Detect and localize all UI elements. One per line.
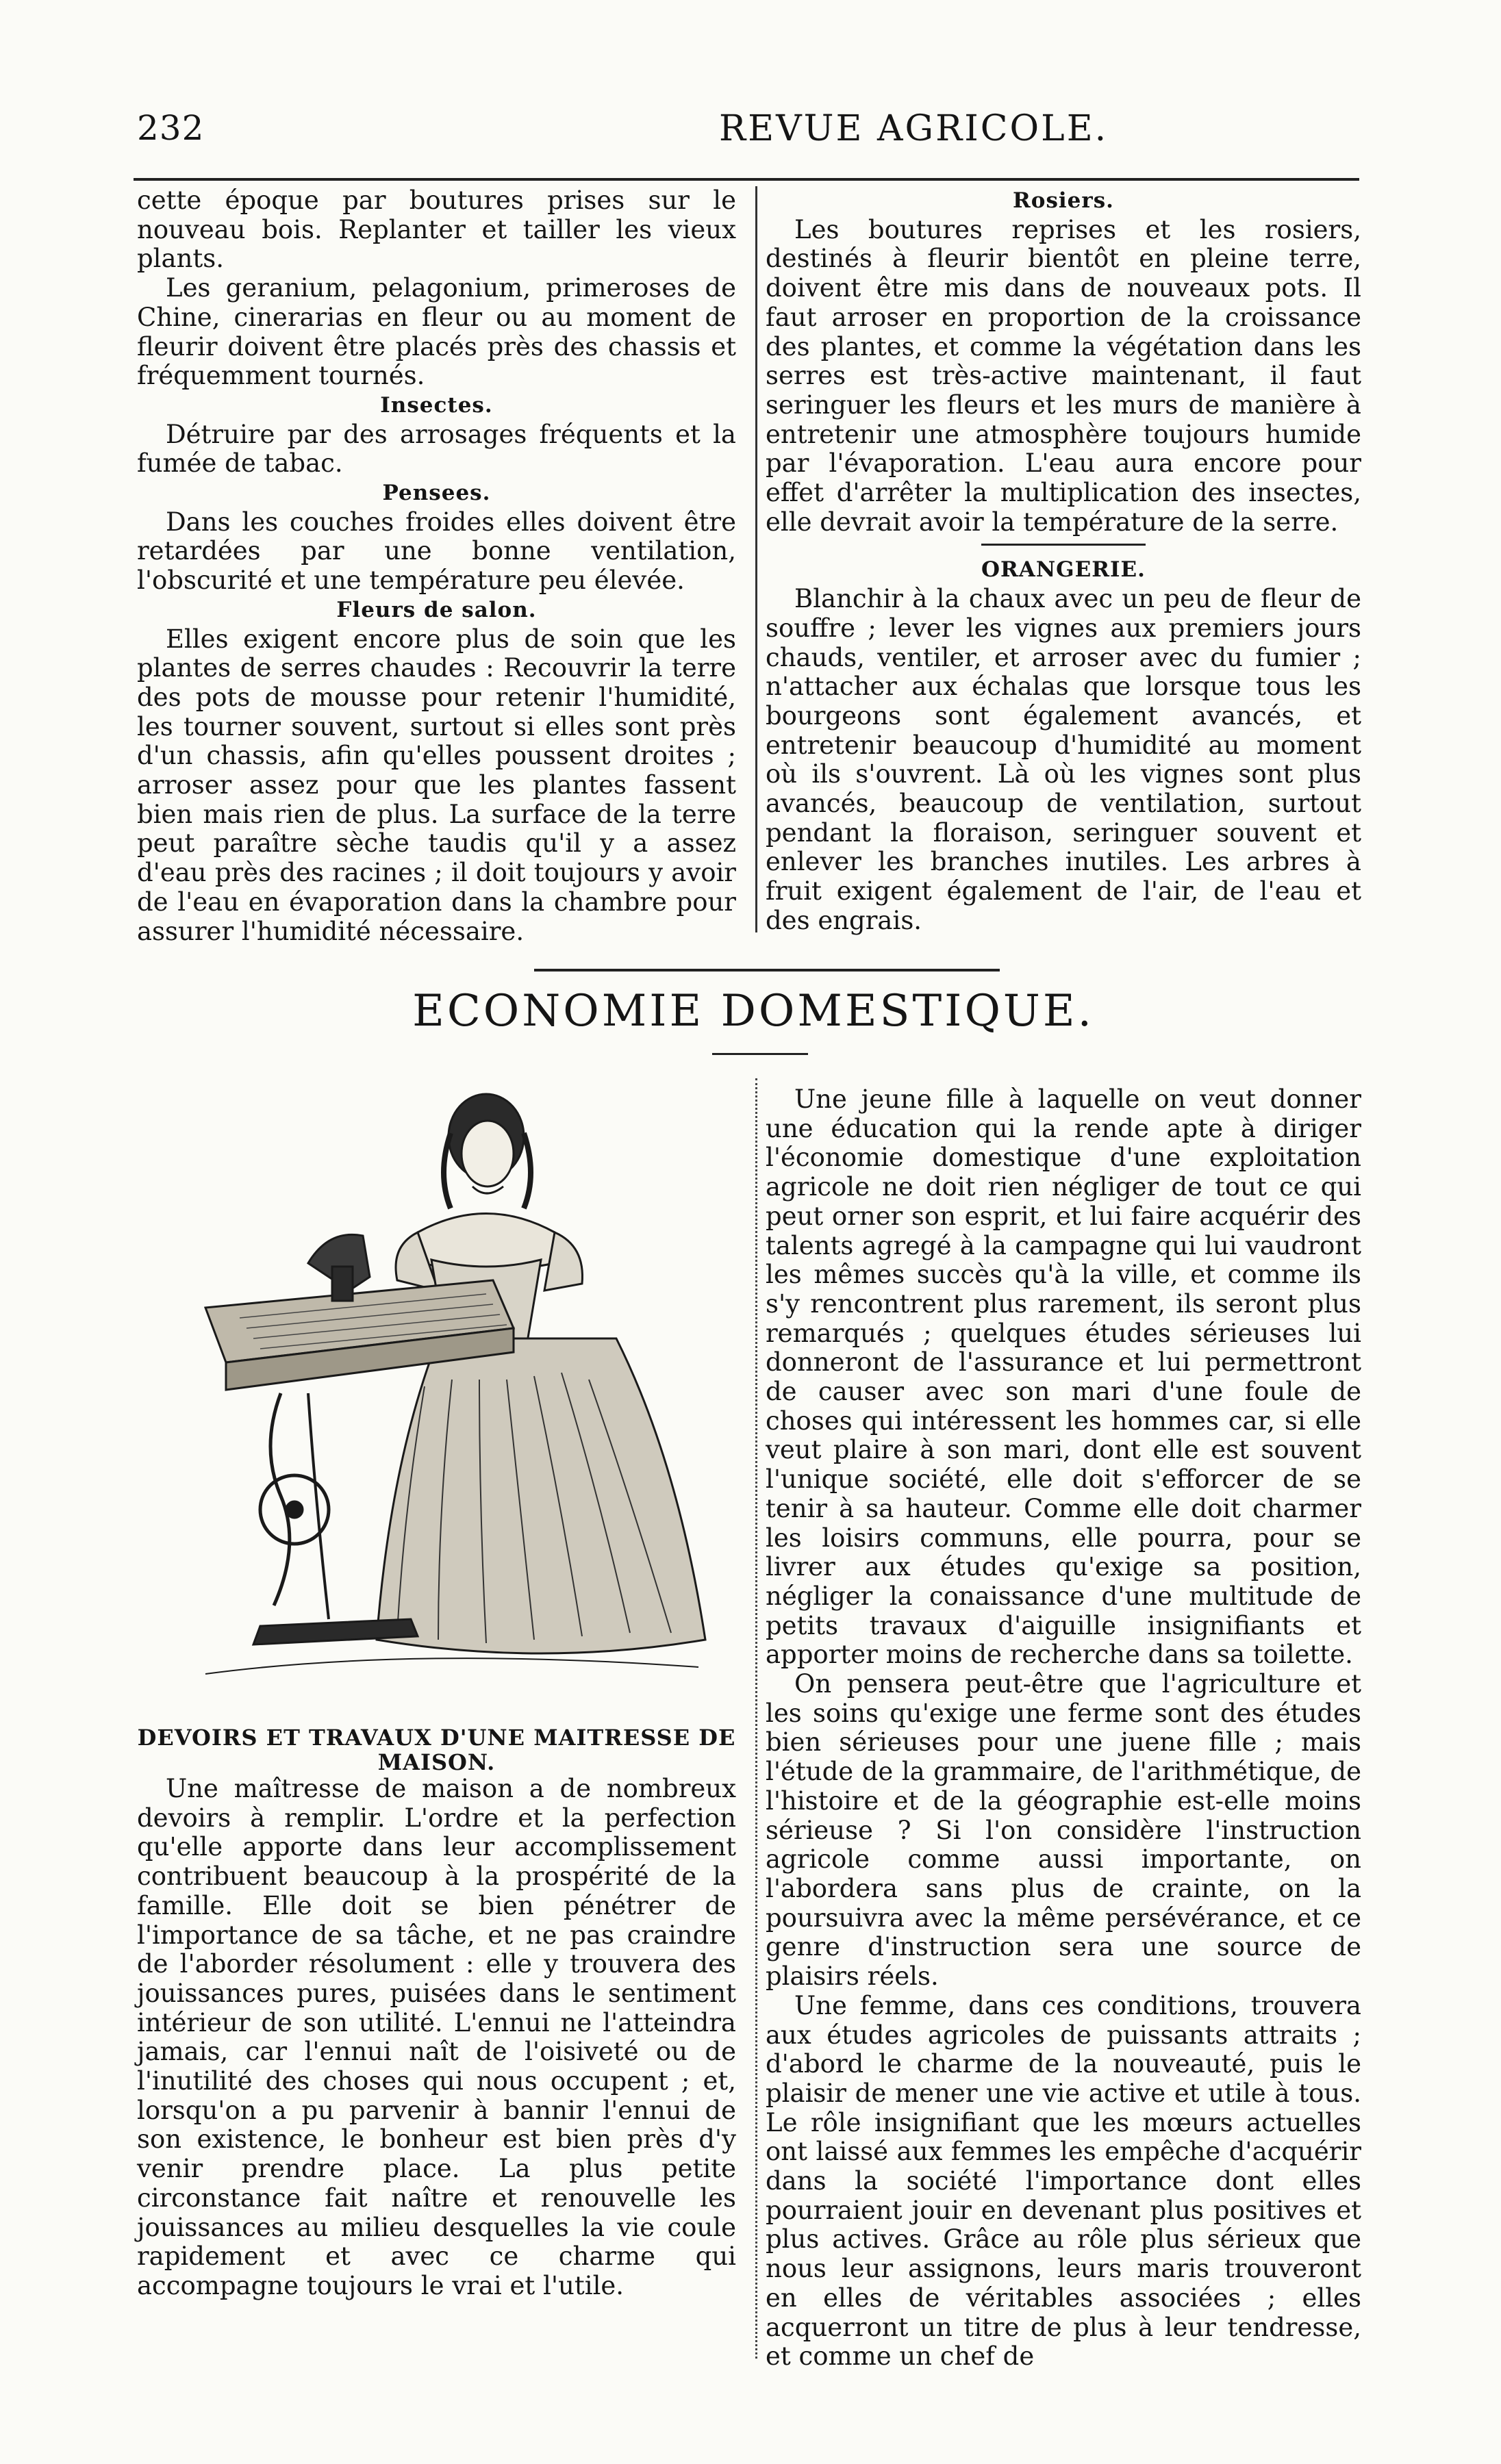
paragraph: Les boutures reprises et les rosiers, destinés à fleurir bientôt en pleine terre, doivent être mis dans de nouveaux pots. Il faut arroser en proportion de la croissance des plantes, et comme la végétation dans les serres est très-active maintenant, il faut seringuer les fleurs et les murs de manière à entretenir une atmosphère toujours humide par l'évaporation. L'eau aura encore pour effet d'arrêter la multiplication des insectes, elle devrait avoir la température de la serre. <box>766 214 1361 537</box>
column-top-left <box>137 186 736 946</box>
paragraph: Les geranium, pelagonium, primeroses de Chine, cinerarias en fleur ou au moment de fleurir doivent être placés près des chassis et fréquemment tournés. <box>137 273 736 391</box>
paragraph: cette époque par boutures prises sur le nouveau bois. Replanter et tailler les vieux plants. <box>137 186 736 274</box>
subheading-orangerie: ORANGERIE. <box>981 557 1146 583</box>
header-rule <box>134 178 1359 181</box>
paragraph: Une femme, dans ces conditions, trouvera aux études agricoles de puissants attraits ; d'abord le charme de la nouveauté, puis le plaisir de mener une vie active et utile à tous. Le rôle insignifiant que les mœurs actuelles ont laissé aux femmes les empêche d'acquérir dans la société l'importance dont elles pourraient jouir en devenant plus positives et plus actives. Grâce au rôle plus sérieux que nous leur assignons, leurs maris trouveront en elles de véritables associées ; elles acquerront un titre de plus à leur tendresse, et comme un chef de <box>766 1990 1361 2372</box>
article-heading: DEVOIRS ET TRAVAUX D'UNE MAITRESSE DE MAISON. <box>137 1725 736 1775</box>
column-divider <box>755 186 757 932</box>
paragraph: Une maîtresse de maison a de nombreux devoirs à remplir. L'ordre et la perfection qu'elle apporte dans leur accomplissement contribuent beaucoup à la prospérité de la famille. Elle doit se bien pénétrer de l'importance de sa tâche, et ne pas craindre de l'aborder résolument : elle y trouvera des jouissances pures, puisées dans le sentiment intérieur de son utilité. L'ennui ne l'atteindra jamais, car l'ennui naît de l'oisiveté ou de l'inutilité des choses qui nous occupent ; et, lorsqu'on a pu parvenir à bannir l'ennui de son existence, le bonheur est bien près d'y venir prendre place. La plus petite circonstance fait naître et renouvelle les jouissances au milieu desquelles la vie coule rapidement et avec ce charme qui accompagne toujours le vrai et l'utile. <box>137 1774 736 2300</box>
subheading-insectes: Insectes. <box>380 392 493 418</box>
title-rule <box>712 1053 808 1055</box>
paragraph: Détruire par des arrosages fréquents et la fumée de tabac. <box>137 419 736 479</box>
paragraph: On pensera peut-être que l'agriculture et les soins qu'exige une ferme sont des études bien sérieuses pour une juene fille ; mais l'étude de la grammaire, de l'arithmétique, de l'histoire et de la géographie est-elle moins sérieuse ? Si l'on considère l'instruction agricole comme aussi importante, on l'abordera sans plus de crainte, on la poursuivra avec la même persévérance, et ce genre d'instruction sera une source de plaisirs réels. <box>766 1669 1361 1992</box>
subheading-fleurs-de-salon: Fleurs de salon. <box>336 597 537 622</box>
running-title: REVUE AGRICOLE. <box>719 108 1109 149</box>
section-rule <box>534 969 1000 971</box>
paragraph: Elles exigent encore plus de soin que les plantes de serres chaudes : Recouvrir la terre des pots de mousse pour retenir l'humidité, les tourner souvent, surtout si elles sont près d'un chassis, afin qu'elles poussent droites ; arroser assez pour que les plantes fassent bien mais rien de plus. La surface de la terre peut paraître sèche taudis qu'il y a assez d'eau près des racines ; il doit toujours y avoir de l'eau en évaporation dans la chambre pour assurer l'humidité nécessaire. <box>137 624 736 946</box>
section-title: ECONOMIE DOMESTIQUE. <box>412 986 1094 1037</box>
subheading-pensees: Pensees. <box>382 481 491 506</box>
column-divider-lower <box>755 1078 757 2359</box>
column-top-right <box>766 186 1361 936</box>
paragraph: Dans les couches froides elles doivent être retardées par une bonne ventilation, l'obscurité et une température peu élevée. <box>137 507 736 596</box>
column-bottom-right <box>766 1085 1361 2372</box>
paragraph: Blanchir à la chaux avec un peu de fleur de souffre ; lever les vignes aux premiers jours chauds, ventiler, et arroser avec du fumier ; n'attacher aux échalas que lorsque tous les bourgeons sont également avancés, et entretenir beaucoup d'humidité au moment où ils s'ouvrent. Là où les vignes sont plus avancés, beaucoup de ventilation, surtout pendant la floraison, seringuer souvent et enlever les branches inutiles. Les arbres à fruit exigent également de l'air, de l'eau et des engrais. <box>766 584 1361 935</box>
subheading-rosiers: Rosiers. <box>1013 188 1114 213</box>
separator-rule <box>981 544 1146 546</box>
paragraph: Une jeune fille à laquelle on veut donner une éducation qui la rende apte à diriger l'économie domestique d'une exploitation agricole ne doit rien négliger de tout ce qui peut orner son esprit, et lui faire acquérir des talents agregé à la campagne qui lui vaudront les mêmes succès qu'à la ville, et comme ils s'y rencontrent plus rarement, ils seront plus remarqués ; quelques études sérieuses lui donneront de l'assurance et lui permettront de causer avec son mari d'une foule de choses qui intéressent les hommes car, si elle veut plaire à son mari, dont elle est souvent l'unique société, elle doit s'efforcer de se tenir à sa hauteur. Comme elle doit charmer les loisirs communs, elle pourra, pour se livrer aux études qu'exige sa position, négliger la conaissance d'une multitude de petits travaux d'aiguille insignifiants et apporter moins de recherche dans sa toilette. <box>766 1084 1361 1670</box>
page-header <box>130 108 1363 163</box>
page-number: 232 <box>137 108 205 148</box>
column-bottom-left <box>137 1725 736 2301</box>
sewing-woman-engraving <box>178 1071 712 1715</box>
